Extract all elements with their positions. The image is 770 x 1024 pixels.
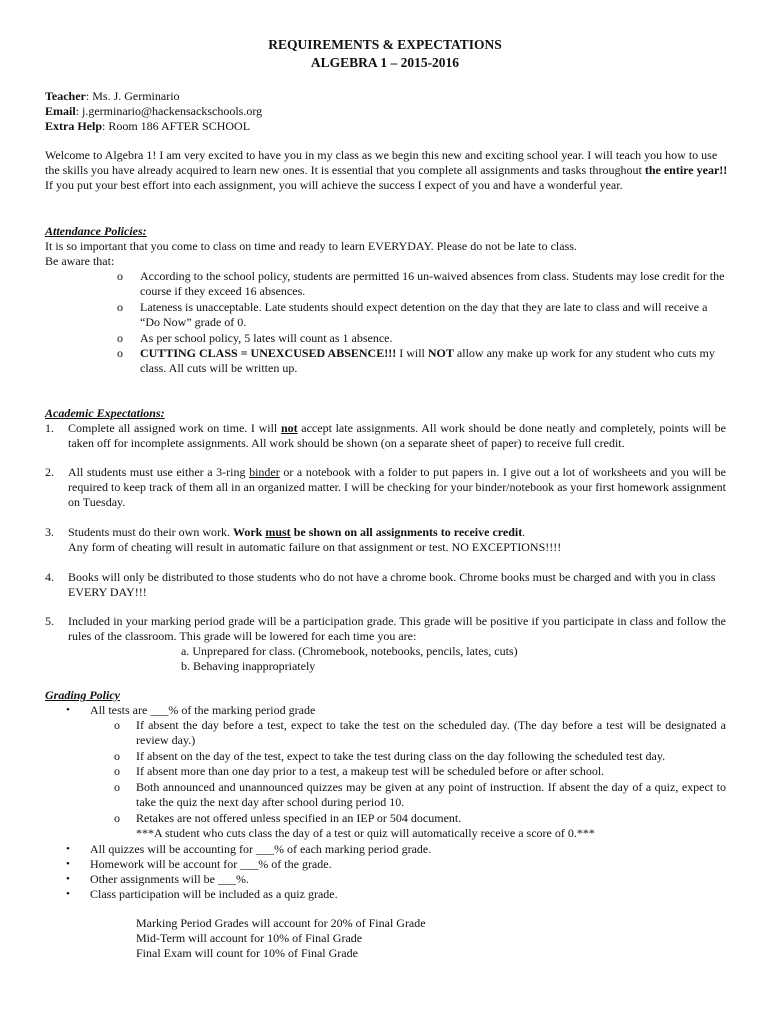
grading-sub-item: If absent more than one day prior to a test, a makeup test will be scheduled before or after school. — [136, 764, 605, 778]
teacher-label: Teacher — [45, 89, 86, 103]
item-text: Complete all assigned work on time. I will — [68, 421, 281, 435]
cutting-rest: allow any make up work for any student who cuts my class. All cuts will be written up. — [140, 346, 715, 375]
grading-bullet-item: All quizzes will be accounting for ___% of each marking period grade. — [90, 842, 432, 856]
item-emphasis: not — [280, 421, 298, 435]
list-marker: o — [117, 331, 123, 345]
academic-item-5: Included in your marking period grade will be a participation grade. This grade will be positive if you participate in class and follow the rules of the classroom. This grade will be lowered for each time you are: — [68, 614, 726, 643]
grading-sub-item: Retakes are not offered unless specified in an IEP or 504 document. — [136, 811, 462, 825]
grading-bullet-item: Homework will be account for ___% of the grade. — [90, 857, 332, 871]
item-emphasis: be shown on all assignments to receive credit — [290, 525, 523, 539]
grading-sub-item: If absent the day before a test, expect to take the test on the scheduled day. (The day before a test will be designated a review day.) — [136, 718, 726, 747]
grading-bullet-item: Other assignments will be ___%. — [90, 872, 249, 886]
attendance-cutting-item — [140, 346, 730, 376]
item-number: 2. — [45, 465, 54, 479]
list-marker: o — [114, 718, 120, 732]
item-text: or a notebook with a folder to put papers in. I give out a lot of worksheets and you will be required to keep track of them all in an organized matter. I will be checking for your binder/notebook as your first homework assignment on Tuesday. — [68, 465, 726, 509]
item-text: accept late assignments. All work should be done neatly and completely, points will be taken off for incomplete assignments. All work should be shown (on a separate sheet of paper) to receive full credit. — [68, 421, 726, 450]
item-emphasis: must — [265, 525, 291, 539]
bullet-marker: • — [66, 858, 70, 870]
cutting-not: NOT — [427, 346, 454, 360]
academic-item-1 — [68, 421, 726, 451]
teacher-line — [45, 89, 180, 104]
cutting-mid: I will — [396, 346, 428, 360]
document-subtitle: ALGEBRA 1 – 2015-2016 — [310, 55, 460, 70]
list-marker: o — [117, 346, 123, 360]
grading-sub-item: If absent on the day of the test, expect to take the test during class on the day following the scheduled test day. — [136, 749, 666, 763]
academic-item-4: Books will only be distributed to those students who do not have a chrome book. Chrome books must be charged and with you in class EVERY DAY!!! — [68, 570, 716, 599]
bullet-marker: • — [66, 843, 70, 855]
item-number: 1. — [45, 421, 54, 435]
final-grade-line: Final Exam will count for 10% of Final Grade — [136, 946, 358, 960]
item-text: . — [522, 525, 526, 539]
item-number: 5. — [45, 614, 54, 628]
welcome-text-1: Welcome to Algebra 1! I am very excited to have you in my class as we begin this new and exciting school year. I will teach you how to use the skills you have already acquired to learn new ones. It is essential that you complete all assignments and tasks throughout — [45, 148, 718, 177]
welcome-bold: the entire year!! — [644, 163, 728, 177]
grading-tests: All tests are ___% of the marking period grade — [90, 703, 316, 717]
sub-item-a: a. Unprepared for class. (Chromebook, notebooks, pencils, lates, cuts) — [181, 644, 518, 658]
extra-help-value: : Room 186 AFTER SCHOOL — [102, 119, 251, 133]
grading-note: ***A student who cuts class the day of a test or quiz will automatically receive a score of 0.*** — [136, 826, 595, 840]
document-title: REQUIREMENTS & EXPECTATIONS — [268, 37, 502, 52]
item-text: All students must use either a 3-ring — [68, 465, 250, 479]
grading-heading: Grading Policy — [45, 688, 120, 702]
welcome-text-2: If you put your best effort into each assignment, you will achieve the success I expect of you and have a wonderful year. — [45, 178, 623, 192]
attendance-item: As per school policy, 5 lates will count as 1 absence. — [140, 331, 393, 345]
teacher-value: : Ms. J. Germinario — [85, 89, 180, 103]
email-label: Email — [45, 104, 76, 118]
attendance-heading: Attendance Policies: — [45, 224, 147, 238]
item-emphasis: binder — [249, 465, 280, 479]
final-grade-line: Marking Period Grades will account for 20% of Final Grade — [136, 916, 426, 930]
extra-help-label: Extra Help — [45, 119, 102, 133]
academic-item-2 — [68, 465, 726, 510]
attendance-item: According to the school policy, students are permitted 16 un-waived absences from class. Students may lose credit for the course if they exceed 16 absences. — [140, 269, 725, 298]
list-marker: o — [114, 811, 120, 825]
sub-item-b: b. Behaving inappropriately — [181, 659, 316, 673]
cutting-bold: CUTTING CLASS = UNEXCUSED ABSENCE!!! — [140, 346, 397, 360]
item-text: Students must do their own work. — [68, 525, 233, 539]
academic-heading: Academic Expectations: — [45, 406, 165, 420]
list-marker: o — [114, 764, 120, 778]
grading-sub-item: Both announced and unannounced quizzes may be given at any point of instruction. If absent the day of a quiz, expect to take the quiz the next day after school during period 10. — [136, 780, 726, 809]
attendance-item: Lateness is unacceptable. Late students should expect detention on the day that they are late to class and will receive a “Do Now” grade of 0. — [140, 300, 708, 329]
email-value: : j.germinario@hackensackschools.org — [75, 104, 263, 118]
list-marker: o — [114, 749, 120, 763]
grading-bullet-item: Class participation will be included as a quiz grade. — [90, 887, 338, 901]
item-text: Any form of cheating will result in automatic failure on that assignment or test. NO EXCEPTIONS!!!! — [68, 540, 562, 554]
welcome-paragraph — [45, 148, 730, 193]
final-grade-line: Mid-Term will account for 10% of Final Grade — [136, 931, 363, 945]
bullet-marker: • — [66, 704, 70, 716]
attendance-intro: It is so important that you come to class on time and ready to learn EVERYDAY. Please do not be late to class. — [45, 239, 577, 253]
bullet-marker: • — [66, 873, 70, 885]
academic-item-3 — [68, 525, 726, 555]
item-emphasis: Work — [233, 525, 266, 539]
list-marker: o — [114, 780, 120, 794]
attendance-aware: Be aware that: — [45, 254, 115, 268]
item-number: 3. — [45, 525, 54, 539]
bullet-marker: • — [66, 888, 70, 900]
list-marker: o — [117, 300, 123, 314]
extra-help-line — [45, 119, 250, 134]
item-number: 4. — [45, 570, 54, 584]
list-marker: o — [117, 269, 123, 283]
email-line — [45, 104, 262, 119]
